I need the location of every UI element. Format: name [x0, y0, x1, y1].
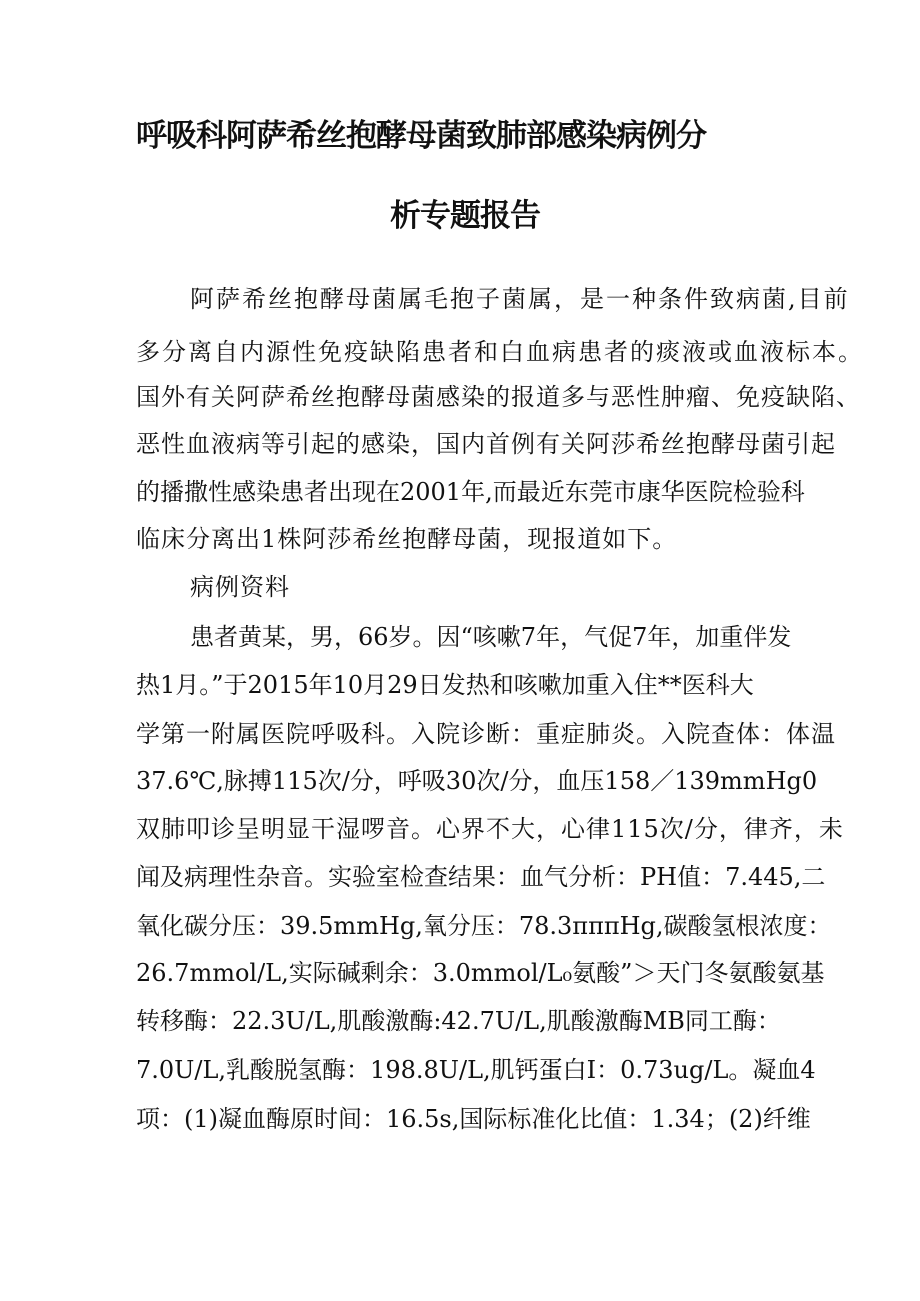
text-line: 学第一附属医院呼吸科。入院诊断：重症肺炎。入院查体：体温: [136, 720, 836, 748]
title-line-1: 呼吸科阿萨希丝抱酵母菌致肺部感染病例分: [136, 118, 706, 154]
text-line: 转移酶：22.3U/L,肌酸激酶:42.7U/L,肌酸激酶MB同工酶：: [136, 1007, 781, 1035]
text-line: 双肺叩诊呈明显干湿啰音。心界不大，心律115次/分，律齐，未: [136, 815, 844, 843]
text-line: 阿萨希丝抱酵母菌属毛抱子菌属，是一种条件致病菌,目前: [190, 285, 850, 313]
text-line: 多分离自内源性免疫缺陷患者和白血病患者的痰液或血液标本。: [136, 338, 864, 366]
text-line: 的播撒性感染患者出现在2001年,而最近东莞市康华医院检验科: [136, 478, 805, 506]
text-line: 患者黄某，男，66岁。因“咳嗽7年，气促7年，加重伴发: [190, 623, 792, 651]
text-line: 恶性血液病等引起的感染，国内首例有关阿莎希丝抱酵母菌引起: [136, 430, 836, 458]
text-line: 7.0U/L,乳酸脱氢酶：198.8U/L,肌钙蛋白I：0.73ug/L。凝血4: [136, 1056, 816, 1084]
text-line: 临床分离出1株阿莎希丝抱酵母菌，现报道如下。: [136, 525, 678, 553]
text-line: 37.6℃,脉搏115次/分，呼吸30次/分，血压158／139mmHg0: [136, 767, 818, 795]
text-line: 项：(1)凝血酶原时间：16.5s,国际标准化比值：1.34；(2)纤维: [136, 1105, 811, 1133]
text-line: 26.7mmol/L,实际碱剩余：3.0mmol/L₀氨酸”＞天门冬氨酸氨基: [136, 959, 825, 987]
text-line: 闻及病理性杂音。实验室检查结果：血气分析：PH值：7.445,二: [136, 863, 826, 891]
title-line-2: 析专题报告: [390, 198, 540, 234]
section-heading: 病例资料: [190, 573, 290, 601]
text-line: 氧化碳分压：39.5mmHg,氧分压：78.3πππHg,碳酸氢根浓度：: [136, 912, 832, 940]
text-line: 热1月。”于2015年10月29日发热和咳嗽加重入住**医科大: [136, 671, 754, 699]
text-line: 国外有关阿萨希丝抱酵母菌感染的报道多与恶性肿瘤、免疫缺陷、: [136, 383, 861, 411]
